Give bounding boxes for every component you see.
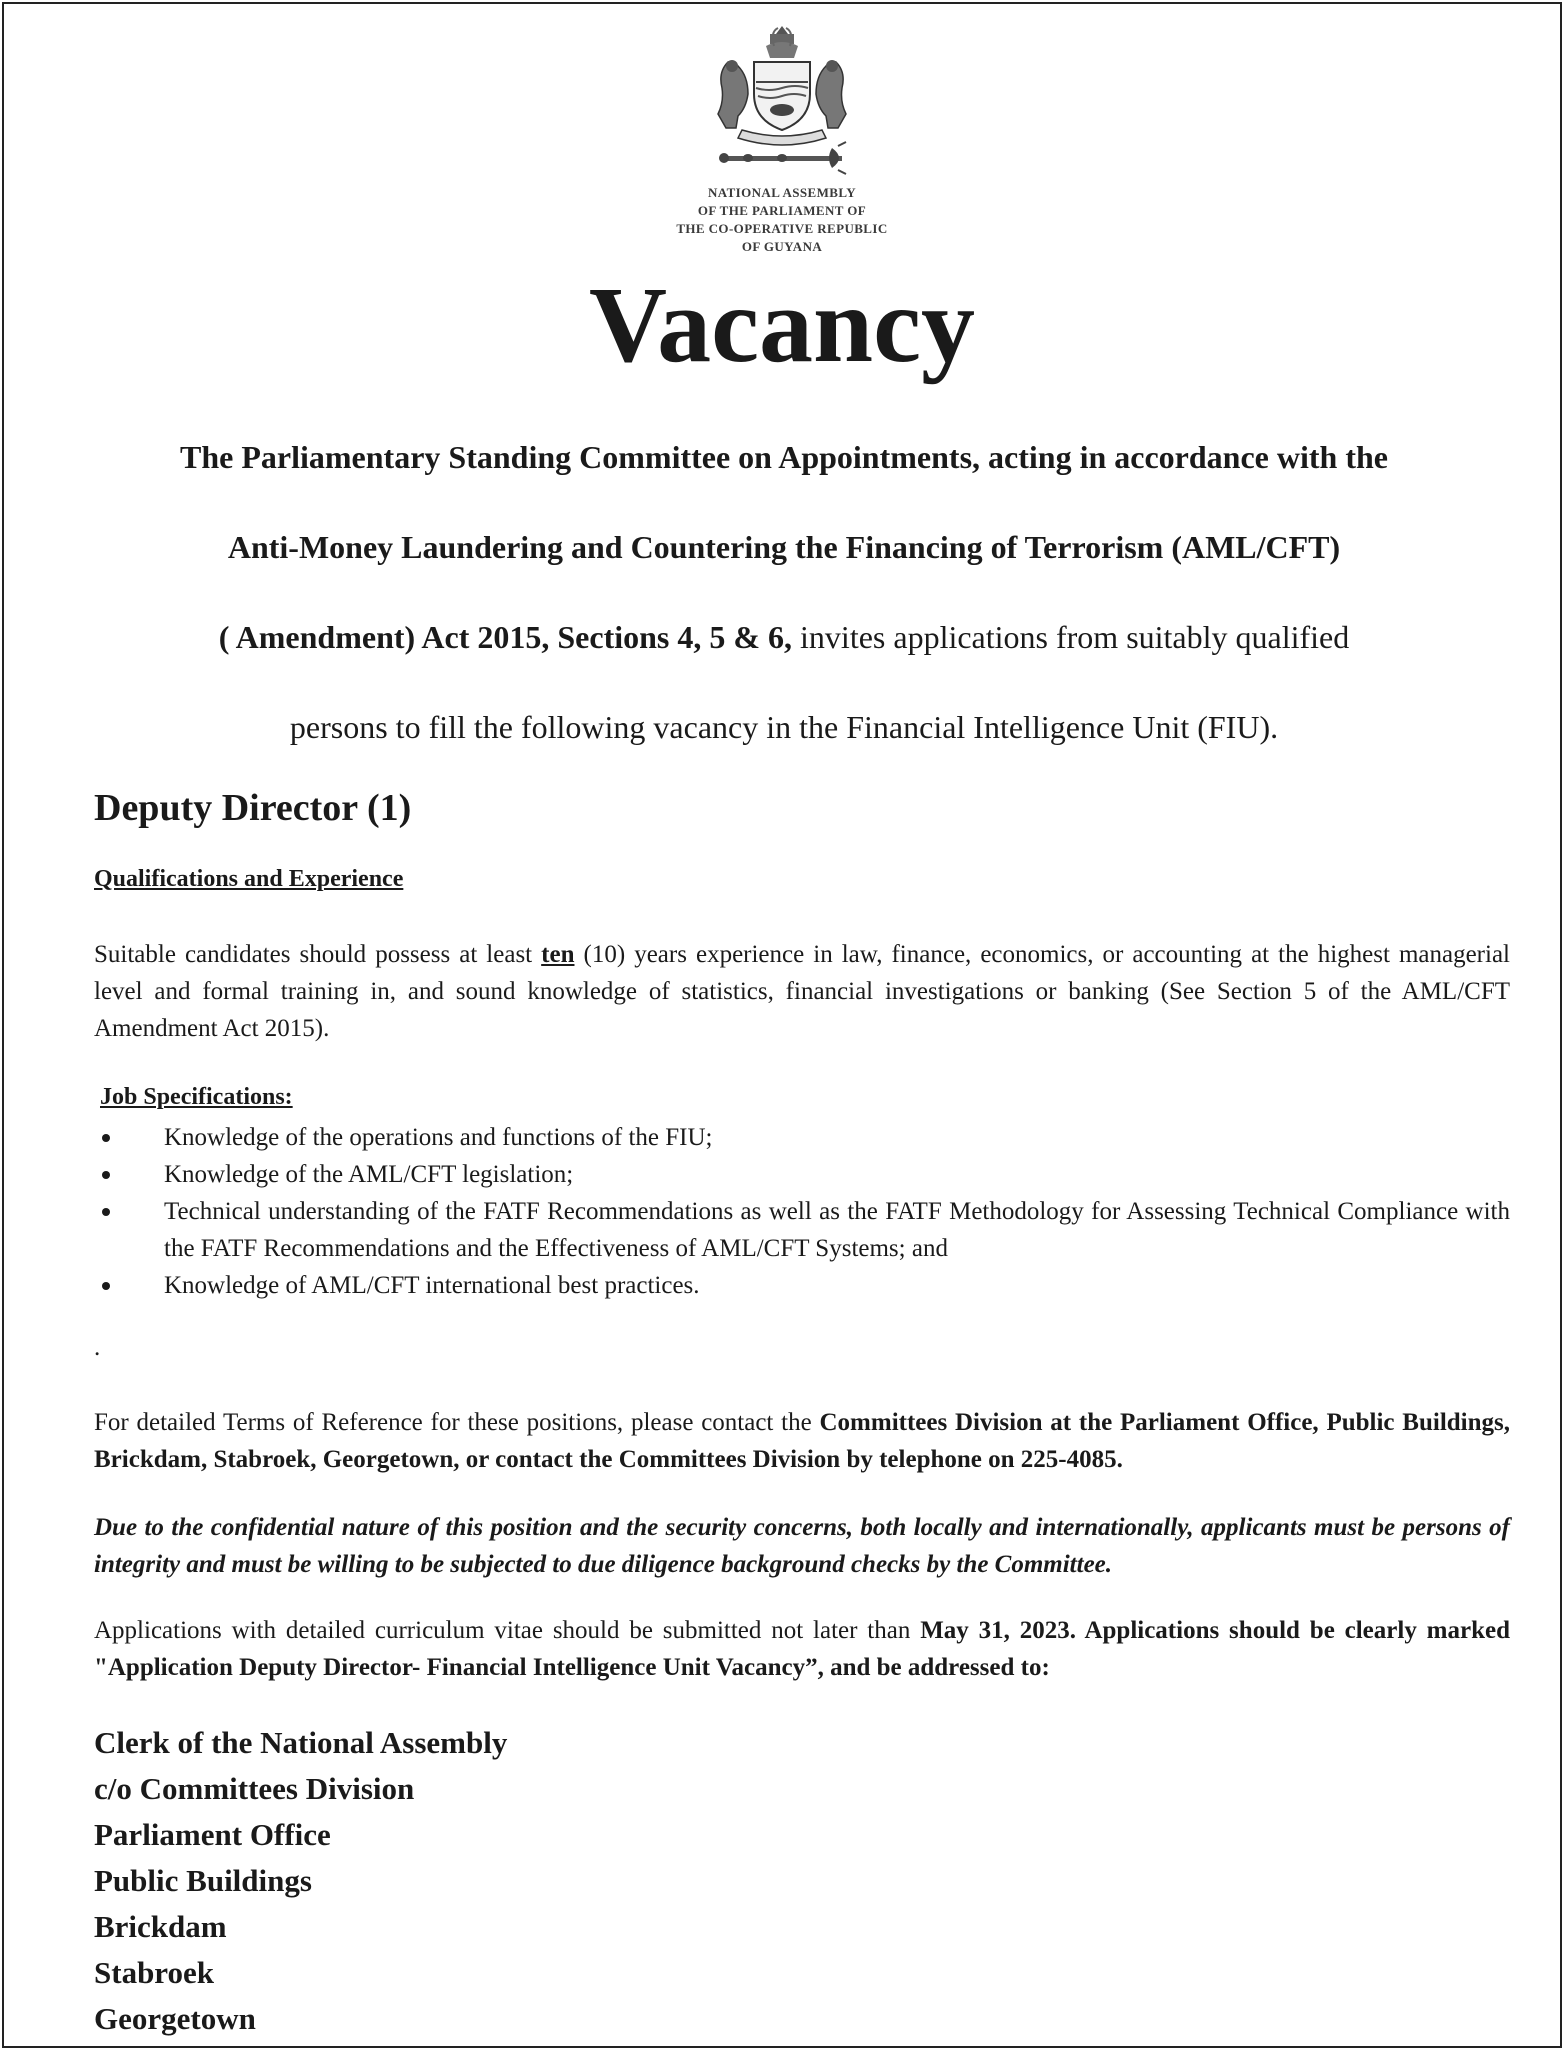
address-line: Parliament Office xyxy=(94,1817,331,1852)
mailing-address xyxy=(94,1720,1510,2042)
contact-paragraph: For detailed Terms of Reference for these positions, please contact the Committees Division at the Parliament Office, Public Buildings, Brickdam, Stabroek, Georgetown, or contact the Committees Division by telephone on 225-4085. xyxy=(94,1409,1511,1473)
stray-mark: . xyxy=(94,1334,101,1361)
address-line: Clerk of the National Assembly xyxy=(94,1725,508,1760)
intro-line: The Parliamentary Standing Committee on Appointments, acting in accordance with the xyxy=(180,439,1388,475)
qualifications-heading: Qualifications and Experience xyxy=(94,866,404,892)
integrity-notice: Due to the confidential nature of this position and the security concerns, both locally and internationally, applicants must be persons of integrity and must be willing to be subjected to due diligence background checks by the Committee. xyxy=(94,1514,1510,1578)
org-line: NATIONAL ASSEMBLY xyxy=(707,185,857,200)
address-line: Stabroek xyxy=(94,1955,215,1990)
intro-line: ( Amendment) Act 2015, Sections 4, 5 & 6, invites applications from suitably qualified xyxy=(218,619,1350,655)
bullet-icon xyxy=(102,1282,110,1290)
letterhead xyxy=(4,22,1560,256)
bullet-icon xyxy=(102,1134,110,1142)
address-line: c/o Committees Division xyxy=(94,1771,415,1806)
page-title: Vacancy xyxy=(588,266,975,385)
intro-line: Anti-Money Laundering and Countering the Financing of Terrorism (AML/CFT) xyxy=(227,529,1341,565)
vacancy-notice xyxy=(2,2,1562,2048)
list-item: Knowledge of AML/CFT international best practices. xyxy=(94,1267,1510,1304)
list-item: Technical understanding of the FATF Recommendations as well as the FATF Methodology for Assessing Technical Compliance with the FATF Recommendations and the Effectiveness of AML/CFT Systems; and xyxy=(94,1193,1510,1267)
list-item: Knowledge of the operations and functions of the FIU; xyxy=(94,1119,1510,1156)
bullet-icon xyxy=(102,1208,110,1216)
intro-statement xyxy=(44,412,1524,772)
job-specifications-heading: Job Specifications: xyxy=(100,1084,293,1110)
submission-paragraph: Applications with detailed curriculum vitae should be submitted not later than May 31, 2023. Applications should be clearly marked "Application Deputy Director- Financial Intelligence Unit Vacancy”, and be addressed to: xyxy=(94,1617,1510,1681)
organization-name xyxy=(4,184,1560,256)
address-line: Georgetown xyxy=(94,2001,256,2036)
org-line: OF THE PARLIAMENT OF xyxy=(697,203,867,218)
org-line: THE CO-OPERATIVE REPUBLIC xyxy=(676,221,888,236)
org-line: OF GUYANA xyxy=(741,239,823,254)
list-item: Knowledge of the AML/CFT legislation; xyxy=(94,1156,1510,1193)
qualifications-paragraph: Suitable candidates should possess at least ten (10) years experience in law, finance, economics, or accounting at the highest managerial level and formal training in, and sound knowledge of statistics, financial investigations or banking (See Section 5 of the AML/CFT Amendment Act 2015). xyxy=(94,941,1510,1042)
bullet-icon xyxy=(102,1171,110,1179)
address-line: Brickdam xyxy=(94,1909,227,1944)
mace-icon xyxy=(719,142,846,174)
coat-of-arms-icon xyxy=(682,22,882,182)
job-specifications-list xyxy=(94,1119,1510,1304)
address-line: Public Buildings xyxy=(94,1863,312,1898)
job-title: Deputy Director (1) xyxy=(94,787,412,829)
intro-line: persons to fill the following vacancy in the Financial Intelligence Unit (FIU). xyxy=(289,709,1279,745)
